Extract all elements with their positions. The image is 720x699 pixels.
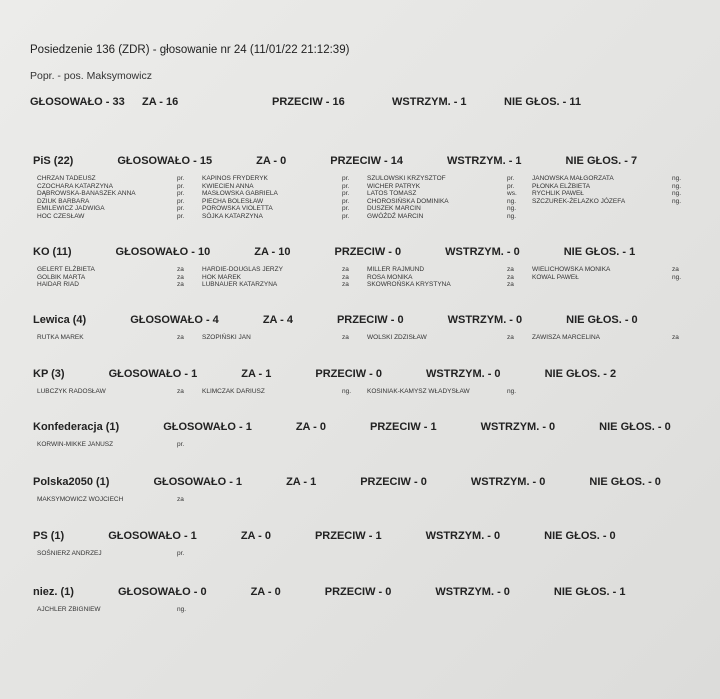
group-stat: NIE GŁOS. - 0 xyxy=(544,530,616,542)
member-vote: za xyxy=(177,266,184,273)
member-list xyxy=(37,550,703,558)
group-stat: PRZECIW - 0 xyxy=(360,476,427,488)
group-name: PiS (22) xyxy=(33,155,74,167)
group-stat: PRZECIW - 0 xyxy=(336,314,404,326)
member-name: CZOCHARA KATARZYNA xyxy=(37,182,113,190)
member-name: SZOPIŃSKI JAN xyxy=(202,334,251,341)
group-stat: NIE GŁOS. - 7 xyxy=(565,155,638,167)
group-stat: WSTRZYM. - 0 xyxy=(447,314,523,326)
group-stat: GŁOSOWAŁO - 15 xyxy=(117,155,213,167)
group-header xyxy=(33,476,703,488)
member-vote: pr. xyxy=(177,197,185,205)
party-group xyxy=(33,530,703,558)
member-name xyxy=(532,205,672,213)
group-stat: GŁOSOWAŁO - 10 xyxy=(115,246,211,258)
member-name: WOLSKI ZDZISŁAW xyxy=(367,334,427,341)
member-vote xyxy=(672,213,697,221)
group-stat: NIE GŁOS. - 0 xyxy=(599,421,671,433)
group-stat: WSTRZYM. - 0 xyxy=(425,530,501,542)
member-name: POROWSKA VIOLETTA xyxy=(202,205,273,213)
member-vote: za xyxy=(177,281,184,289)
group-name: KO (11) xyxy=(33,246,72,258)
member-vote: pr. xyxy=(342,175,350,182)
member-vote: pr. xyxy=(342,212,350,220)
member-vote: ng. xyxy=(672,190,682,198)
group-stat: NIE GŁOS. - 0 xyxy=(589,476,661,488)
member-vote: ng. xyxy=(507,197,517,205)
group-name: Polska2050 (1) xyxy=(33,476,110,488)
member-vote: za xyxy=(342,273,349,281)
session-title: Posiedzenie 136 (ZDR) - głosowanie nr 24 (11/01/22 21:12:39) xyxy=(30,44,350,56)
member-vote: za xyxy=(507,334,514,341)
group-stat: PRZECIW - 0 xyxy=(334,246,402,258)
group-stat: GŁOSOWAŁO - 4 xyxy=(130,314,219,326)
group-stat: ZA - 0 xyxy=(240,530,271,542)
group-stat: ZA - 0 xyxy=(250,586,281,598)
member-name: HARDIE-DOUGLAS JERZY xyxy=(202,266,283,273)
total-against: PRZECIW - 16 xyxy=(272,96,345,108)
member-name: GOLBIK MARTA xyxy=(37,273,86,281)
member-vote: ng. xyxy=(672,273,682,281)
member-list xyxy=(37,334,703,342)
group-stat: PRZECIW - 14 xyxy=(330,155,403,167)
member-name: AJCHLER ZBIGNIEW xyxy=(37,606,101,613)
group-name: PS (1) xyxy=(33,530,65,542)
member-vote xyxy=(672,281,697,289)
member-name: RUTKA MAREK xyxy=(37,334,84,341)
group-stat: NIE GŁOS. - 0 xyxy=(566,314,638,326)
member-name: EMILEWICZ JADWIGA xyxy=(37,205,105,213)
party-group xyxy=(33,246,703,289)
group-stat: PRZECIW - 1 xyxy=(369,421,437,433)
vote-totals xyxy=(30,96,581,108)
member-vote: pr. xyxy=(177,205,185,213)
member-name: DZIUK BARBARA xyxy=(37,197,90,205)
member-vote: za xyxy=(342,266,349,273)
member-name: ROSA MONIKA xyxy=(367,273,413,281)
member-vote: za xyxy=(507,273,514,281)
group-stat: NIE GŁOS. - 2 xyxy=(544,368,617,380)
group-stat: GŁOSOWAŁO - 1 xyxy=(153,476,243,488)
group-stat: WSTRZYM. - 0 xyxy=(470,476,546,488)
group-stat: PRZECIW - 1 xyxy=(314,530,382,542)
member-vote: ng. xyxy=(672,197,682,205)
member-vote: za xyxy=(507,281,514,289)
member-vote: za xyxy=(342,281,349,289)
member-name: KORWIN-MIKKE JANUSZ xyxy=(37,441,114,448)
group-stat: ZA - 1 xyxy=(241,368,272,380)
member-name: WICHER PATRYK xyxy=(367,182,421,190)
member-vote: ng. xyxy=(672,175,682,182)
member-name: PIECHA BOLESŁAW xyxy=(202,197,264,205)
group-stat: GŁOSOWAŁO - 1 xyxy=(108,368,198,380)
member-vote: ng. xyxy=(342,388,352,395)
member-vote: pr. xyxy=(342,205,350,213)
member-list xyxy=(37,175,703,221)
member-list xyxy=(37,388,703,396)
member-name: DUSZEK MARCIN xyxy=(367,205,421,213)
group-name: niez. (1) xyxy=(33,586,74,598)
member-vote: pr. xyxy=(177,212,185,220)
member-vote: pr. xyxy=(177,175,185,182)
group-stat: WSTRZYM. - 0 xyxy=(435,586,510,598)
member-name: DĄBROWSKA-BANASZEK ANNA xyxy=(37,190,136,198)
group-stat: GŁOSOWAŁO - 0 xyxy=(117,586,207,598)
total-abstain: WSTRZYM. - 1 xyxy=(392,96,467,108)
member-name: SKOWROŃSKA KRYSTYNA xyxy=(367,281,451,289)
member-name: JANOWSKA MAŁGORZATA xyxy=(532,175,614,182)
member-name: KLIMCZAK DARIUSZ xyxy=(202,388,265,395)
member-name: ZAWISZA MARCELINA xyxy=(532,334,601,341)
group-header xyxy=(33,586,703,598)
member-name: WIELICHOWSKA MONIKA xyxy=(532,266,611,273)
group-name: Konfederacja (1) xyxy=(33,421,120,433)
party-group xyxy=(33,421,703,449)
group-stat: ZA - 10 xyxy=(254,246,291,258)
group-name: Lewica (4) xyxy=(33,314,87,326)
member-vote: pr. xyxy=(342,190,350,198)
member-vote: ws. xyxy=(507,190,517,198)
member-vote: za xyxy=(177,496,184,503)
member-vote: ng. xyxy=(507,212,517,220)
member-vote: za xyxy=(672,334,679,341)
member-list xyxy=(37,606,703,614)
member-vote: za xyxy=(177,388,184,395)
group-stat: GŁOSOWAŁO - 1 xyxy=(163,421,252,433)
group-stat: ZA - 4 xyxy=(262,314,293,326)
group-stat: PRZECIW - 0 xyxy=(324,586,392,598)
member-name: SÓJKA KATARZYNA xyxy=(202,212,263,220)
party-group xyxy=(33,586,703,614)
member-name: KOSINIAK-KAMYSZ WŁADYSŁAW xyxy=(367,388,470,395)
member-name: KAPINOS FRYDERYK xyxy=(202,175,268,182)
member-list xyxy=(37,266,703,289)
group-header xyxy=(33,155,703,167)
member-vote: pr. xyxy=(177,190,185,198)
member-vote: ng. xyxy=(672,182,682,190)
party-group xyxy=(33,476,703,504)
party-group xyxy=(33,368,703,396)
member-vote: pr. xyxy=(177,550,185,557)
member-name: SOŚNIERZ ANDRZEJ xyxy=(37,550,102,557)
member-name: CHRZAN TADEUSZ xyxy=(37,175,96,182)
amendment-subtitle: Popr. - pos. Maksymowicz xyxy=(30,70,152,82)
group-header xyxy=(33,246,703,258)
member-name: MAKSYMOWICZ WOJCIECH xyxy=(37,496,124,503)
member-vote: ng. xyxy=(177,606,187,613)
total-for: ZA - 16 xyxy=(142,96,179,108)
group-stat: GŁOSOWAŁO - 1 xyxy=(108,530,197,542)
member-vote: za xyxy=(342,334,349,341)
member-name: HOK MAREK xyxy=(202,273,242,281)
group-stat: PRZECIW - 0 xyxy=(315,368,382,380)
member-vote: ng. xyxy=(507,388,517,395)
member-name: SZCZUREK-ŻELAZKO JÓZEFA xyxy=(532,197,626,205)
group-stat: WSTRZYM. - 0 xyxy=(480,421,556,433)
member-vote: pr. xyxy=(177,182,185,190)
party-group xyxy=(33,155,703,221)
member-name: KOWAL PAWEŁ xyxy=(532,273,579,281)
member-name: MASŁOWSKA GABRIELA xyxy=(202,190,278,198)
group-stat: WSTRZYM. - 0 xyxy=(426,368,501,380)
total-voted: GŁOSOWAŁO - 33 xyxy=(30,96,125,108)
member-name: HAIDAR RIAD xyxy=(37,281,79,289)
member-name: LUBNAUER KATARZYNA xyxy=(202,281,278,289)
member-name: LATOS TOMASZ xyxy=(367,190,417,198)
party-group xyxy=(33,314,703,342)
group-header xyxy=(33,421,703,433)
member-vote: za xyxy=(672,266,679,273)
member-list xyxy=(37,496,703,504)
member-name: MILLER RAJMUND xyxy=(367,266,425,273)
member-vote: ng. xyxy=(507,205,517,213)
group-stat: WSTRZYM. - 1 xyxy=(446,155,522,167)
member-name: SZULOWSKI KRZYSZTOF xyxy=(367,175,446,182)
member-list xyxy=(37,441,703,449)
group-stat: NIE GŁOS. - 1 xyxy=(563,246,636,258)
member-vote: pr. xyxy=(507,175,515,182)
member-name xyxy=(532,281,672,289)
member-name xyxy=(532,213,672,221)
group-header xyxy=(33,530,703,542)
member-name: KWIECIEN ANNA xyxy=(202,182,254,190)
group-stat: WSTRZYM. - 0 xyxy=(445,246,520,258)
group-header xyxy=(33,368,703,380)
member-vote xyxy=(672,205,697,213)
member-name: PŁONKA ELŻBIETA xyxy=(532,182,591,190)
member-name: LUBCZYK RADOSŁAW xyxy=(37,388,106,395)
member-name: GWÓŹDŹ MARCIN xyxy=(367,212,424,220)
member-name: RYCHLIK PAWEŁ xyxy=(532,190,584,198)
group-stat: ZA - 1 xyxy=(286,476,317,488)
group-header xyxy=(33,314,703,326)
member-name: GELERT ELŻBIETA xyxy=(37,266,95,273)
member-vote: pr. xyxy=(177,441,185,448)
group-stat: ZA - 0 xyxy=(295,421,326,433)
member-vote: za xyxy=(177,273,184,281)
member-vote: pr. xyxy=(342,182,350,190)
group-name: KP (3) xyxy=(33,368,65,380)
group-stat: ZA - 0 xyxy=(256,155,287,167)
member-vote: pr. xyxy=(342,197,350,205)
member-vote: pr. xyxy=(507,182,515,190)
group-stat: NIE GŁOS. - 1 xyxy=(553,586,626,598)
member-vote: za xyxy=(177,334,184,341)
member-name: HOC CZESŁAW xyxy=(37,212,85,220)
total-not-voting: NIE GŁOS. - 11 xyxy=(504,96,582,108)
member-vote: za xyxy=(507,266,514,273)
member-name: CHOROSIŃSKA DOMINIKA xyxy=(367,197,449,205)
